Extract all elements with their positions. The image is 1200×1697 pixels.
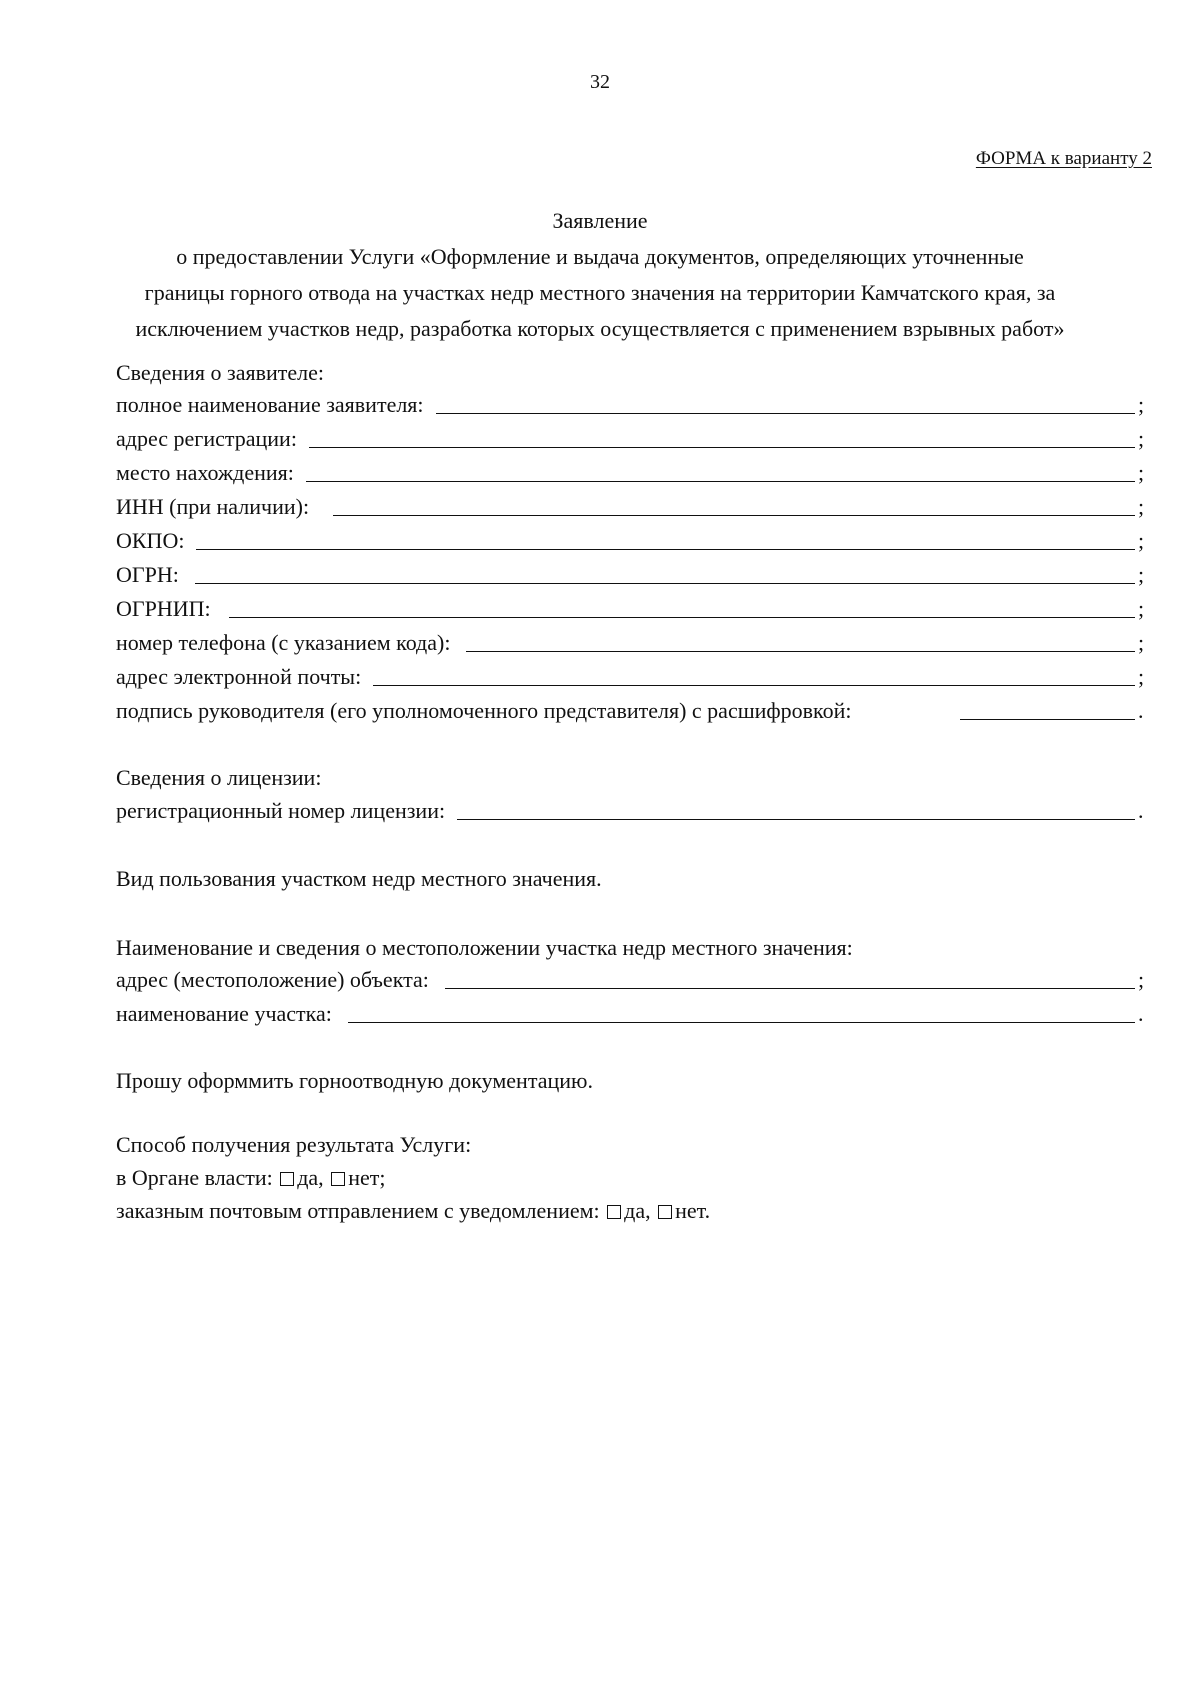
fill-line[interactable] — [196, 548, 1135, 550]
field-end: ; — [1138, 392, 1145, 417]
field-label: адрес регистрации: — [116, 426, 297, 451]
document-title — [0, 203, 1200, 347]
fill-line[interactable] — [195, 582, 1135, 584]
checkbox-yes[interactable] — [607, 1205, 621, 1219]
applicant-heading: Сведения о заявителе: — [116, 360, 325, 385]
field-label: наименование участка: — [116, 1001, 332, 1026]
form-reference: ФОРМА к варианту 2 — [975, 148, 1152, 169]
request-text: Прошу оформмить горноотводную документацию. — [116, 1068, 593, 1093]
fill-line[interactable] — [457, 818, 1135, 820]
field-end: ; — [1138, 596, 1145, 621]
title-line: исключением участков недр, разработка которых осуществляется с применением взрывных работ» — [135, 316, 1065, 341]
title-heading: Заявление — [552, 208, 648, 233]
field-site-name — [116, 997, 1146, 1027]
option-label: в Органе власти: — [116, 1165, 273, 1190]
fill-line[interactable] — [333, 514, 1135, 516]
field-label: адрес электронной почты: — [116, 664, 362, 689]
field-label: подпись руководителя (его уполномоченного представителя) с расшифровкой: — [116, 698, 852, 723]
field-location — [116, 456, 1146, 486]
option-no-label: нет; — [348, 1165, 386, 1190]
fill-line[interactable] — [309, 446, 1135, 448]
fill-line[interactable] — [229, 616, 1135, 618]
field-end: ; — [1138, 426, 1145, 451]
field-label: ОГРН: — [116, 562, 179, 587]
field-label: ОКПО: — [116, 528, 185, 553]
field-label: номер телефона (с указанием кода): — [116, 630, 451, 655]
field-end: . — [1138, 1001, 1144, 1026]
field-signature — [116, 694, 1146, 724]
license-heading: Сведения о лицензии: — [116, 765, 322, 790]
usage-type-text: Вид пользования участком недр местного значения. — [116, 866, 602, 891]
field-end: ; — [1138, 630, 1145, 655]
field-end: ; — [1138, 460, 1145, 485]
field-ogrn — [116, 558, 1146, 588]
fill-line[interactable] — [306, 480, 1135, 482]
field-license-number — [116, 794, 1146, 824]
checkbox-no[interactable] — [658, 1205, 672, 1219]
field-email — [116, 660, 1146, 690]
field-end: ; — [1138, 664, 1145, 689]
fill-line[interactable] — [960, 718, 1135, 720]
field-end: ; — [1138, 562, 1145, 587]
field-label: ОГРНИП: — [116, 596, 211, 621]
fill-line[interactable] — [466, 650, 1135, 652]
title-line: о предоставлении Услуги «Оформление и выдача документов, определяющих уточненные — [176, 244, 1024, 269]
option-yes-label: да, — [624, 1198, 651, 1223]
fill-line[interactable] — [445, 987, 1135, 989]
option-yes-label: да, — [297, 1165, 324, 1190]
delivery-option-office — [116, 1165, 385, 1191]
field-registration-address — [116, 422, 1146, 452]
fill-line[interactable] — [373, 684, 1135, 686]
field-end: ; — [1138, 967, 1145, 992]
field-end: ; — [1138, 528, 1145, 553]
title-line: границы горного отвода на участках недр местного значения на территории Камчатского края, за — [144, 280, 1056, 305]
field-label: регистрационный номер лицензии: — [116, 798, 446, 823]
option-no-label: нет. — [675, 1198, 711, 1223]
field-label: адрес (местоположение) объекта: — [116, 967, 429, 992]
page-number: 32 — [590, 71, 610, 93]
field-full-name — [116, 388, 1146, 418]
checkbox-yes[interactable] — [280, 1172, 294, 1186]
checkbox-no[interactable] — [331, 1172, 345, 1186]
field-end: . — [1138, 798, 1144, 823]
field-inn — [116, 490, 1146, 520]
site-heading: Наименование и сведения о местоположении участка недр местного значения: — [116, 935, 853, 960]
field-end: ; — [1138, 494, 1145, 519]
delivery-option-mail — [116, 1198, 710, 1224]
field-label: ИНН (при наличии): — [116, 494, 310, 519]
field-okpo — [116, 524, 1146, 554]
fill-line[interactable] — [436, 412, 1135, 414]
field-label: место нахождения: — [116, 460, 294, 485]
delivery-heading: Способ получения результата Услуги: — [116, 1132, 472, 1157]
field-end: . — [1138, 698, 1144, 723]
field-ogrnip — [116, 592, 1146, 622]
field-label: полное наименование заявителя: — [116, 392, 424, 417]
option-label: заказным почтовым отправлением с уведомлением: — [116, 1198, 600, 1223]
field-site-address — [116, 963, 1146, 993]
fill-line[interactable] — [348, 1021, 1135, 1023]
field-phone — [116, 626, 1146, 656]
